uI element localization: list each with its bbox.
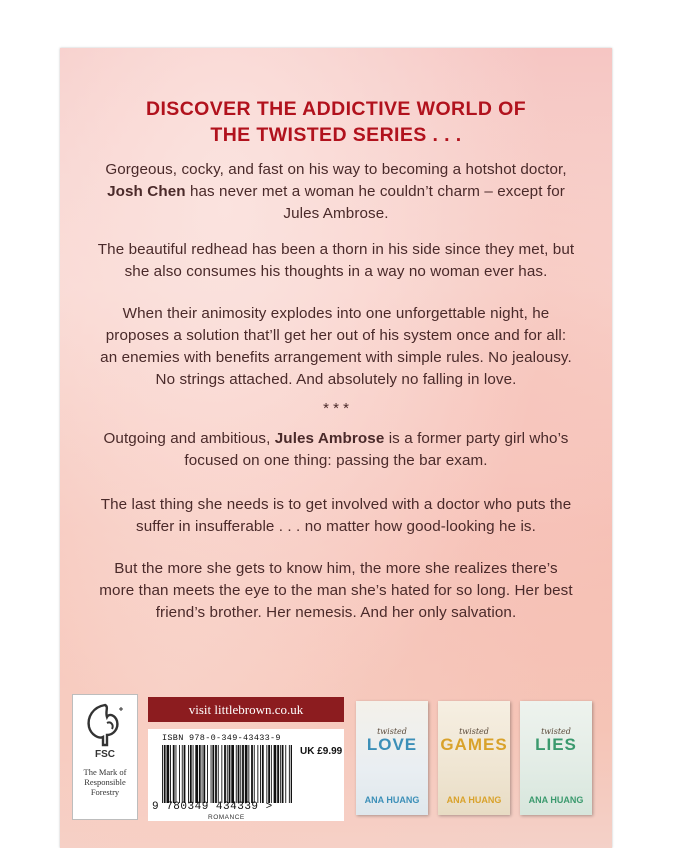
text-line: Gorgeous, cocky, and fast on his way to becoming a hotshot doctor,: [105, 161, 567, 178]
barcode-bar: [257, 745, 258, 803]
barcode-bar: [193, 745, 194, 803]
back-cover-footer: [60, 694, 612, 834]
barcode-bar: [184, 745, 186, 803]
book-title: GAMES: [440, 735, 508, 754]
barcode-bar: [167, 745, 170, 803]
barcode-bar: [162, 745, 163, 803]
barcode-bar: [280, 745, 281, 803]
isbn-text: ISBN 978-0-349-43433-9: [162, 733, 281, 743]
barcode-bar: [179, 745, 180, 803]
text-line: The beautiful redhead has been a thorn in his side since they met, but: [97, 241, 575, 258]
barcode-bar: [176, 745, 177, 803]
text-span: has never met a woman he couldn’t charm – except for: [185, 183, 565, 200]
barcode-bar: [240, 745, 241, 803]
blurb-paragraph-1: [60, 159, 612, 225]
barcode-bar: [289, 745, 290, 803]
genre-label: ROMANCE: [208, 814, 245, 821]
text-line: [60, 181, 612, 203]
text-line: Jules Ambrose.: [283, 205, 389, 222]
barcode-bar: [251, 745, 253, 803]
blurb-paragraph-4: [60, 428, 612, 472]
barcode-bar: [215, 745, 217, 803]
barcode-bar: [248, 745, 249, 803]
barcode-bar: [245, 745, 248, 803]
barcode-bar: [254, 745, 255, 803]
blurb-paragraph-2: [60, 239, 612, 283]
fsc-label: FSC: [95, 749, 115, 760]
barcode-bar: [260, 745, 261, 803]
blurb-paragraph-6: [60, 558, 612, 624]
barcode-bar: [227, 745, 228, 803]
text-line: friend’s brother. Her nemesis. And her only salvation.: [155, 604, 517, 621]
heroine-name: Jules Ambrose: [274, 430, 385, 447]
text-line: proposes a solution that’ll get her out of his system once and for all:: [105, 327, 567, 344]
series-script-label: twisted: [459, 727, 489, 736]
book-author: ANA HUANG: [446, 795, 502, 805]
text-span: Outgoing and ambitious,: [103, 430, 275, 447]
barcode-bar: [236, 745, 237, 803]
barcode-bar: [202, 745, 203, 803]
series-heading: [60, 96, 612, 148]
barcode-bar: [271, 745, 272, 803]
section-separator: * * *: [323, 400, 349, 417]
barcode-bar: [164, 745, 166, 803]
barcode-bar: [229, 745, 231, 803]
barcode-bar: [238, 745, 240, 803]
heading-line-1: DISCOVER THE ADDICTIVE WORLD OF: [145, 98, 526, 120]
barcode-bar: [182, 745, 183, 803]
text-line: she also consumes his thoughts in a way no woman ever has.: [124, 263, 548, 280]
barcode-bar: [199, 745, 201, 803]
book-title: LOVE: [366, 735, 418, 754]
barcode-bar: [188, 745, 189, 803]
price-text: UK £9.99: [300, 746, 343, 757]
barcode-digits: 9 780349 434339 >: [152, 801, 273, 813]
barcode-bar: [242, 745, 244, 803]
barcode-bar: [224, 745, 226, 803]
fsc-mark-text: [76, 767, 134, 797]
barcode-bar: [203, 745, 205, 803]
book-cover-twisted-games: [438, 701, 510, 815]
hero-name: Josh Chen: [107, 183, 186, 200]
fsc-badge: [72, 694, 138, 820]
book-title: LIES: [535, 735, 577, 754]
barcode-bar: [266, 745, 267, 803]
text-line: No strings attached. And absolutely no falling in love.: [155, 371, 517, 388]
series-script-label: twisted: [377, 727, 407, 736]
blurb-paragraph-5: [60, 494, 612, 538]
barcode-bar: [170, 745, 171, 803]
text-line: Responsible: [84, 777, 126, 787]
isbn-barcode-panel: [148, 729, 344, 821]
text-line: more than meets the eye to the man she’s hated for so long. Her best: [99, 582, 573, 599]
barcode-bar: [277, 745, 279, 803]
barcode-bar: [262, 745, 264, 803]
text-line: an enemies with benefits arrangement with simple rules. No jealousy.: [100, 349, 572, 366]
text-line: The Mark of: [83, 767, 127, 777]
book-back-cover: [60, 48, 612, 848]
text-line: Forestry: [90, 787, 120, 797]
text-line: But the more she gets to know him, the more she realizes there’s: [114, 560, 558, 577]
barcode-bar: [231, 745, 234, 803]
book-author: ANA HUANG: [528, 795, 584, 805]
fsc-tree-logo-icon: [79, 701, 131, 749]
blurb-paragraph-3: [60, 303, 612, 391]
book-author: ANA HUANG: [364, 795, 420, 805]
barcode-bar: [212, 745, 214, 803]
book-cover-twisted-love: [356, 701, 428, 815]
barcode-bar: [195, 745, 198, 803]
text-line: focused on one thing: passing the bar exam.: [184, 452, 488, 469]
text-line: suffer in insufferable . . . no matter how good-looking he is.: [136, 518, 536, 535]
barcode-bar: [285, 745, 286, 803]
text-line: [60, 428, 612, 450]
barcode-bar: [291, 745, 292, 803]
barcode-bar: [173, 745, 175, 803]
book-cover-twisted-lies: [520, 701, 592, 815]
text-span: is a former party girl who’s: [384, 430, 569, 447]
barcode-bar: [282, 745, 284, 803]
heading-line-2: THE TWISTED SERIES . . .: [210, 124, 462, 146]
text-line: When their animosity explodes into one unforgettable night, he: [122, 305, 550, 322]
barcode-bars: [162, 745, 292, 803]
publisher-website-banner: visit littlebrown.co.uk: [148, 697, 344, 722]
barcode-bar: [221, 745, 222, 803]
barcode-bar: [211, 745, 212, 803]
barcode-bar: [268, 745, 270, 803]
barcode-bar: [207, 745, 208, 803]
barcode-bar: [190, 745, 192, 803]
barcode-bar: [218, 745, 219, 803]
text-line: The last thing she needs is to get involved with a doctor who puts the: [100, 496, 572, 513]
series-script-label: twisted: [541, 727, 571, 736]
barcode-bar: [274, 745, 277, 803]
